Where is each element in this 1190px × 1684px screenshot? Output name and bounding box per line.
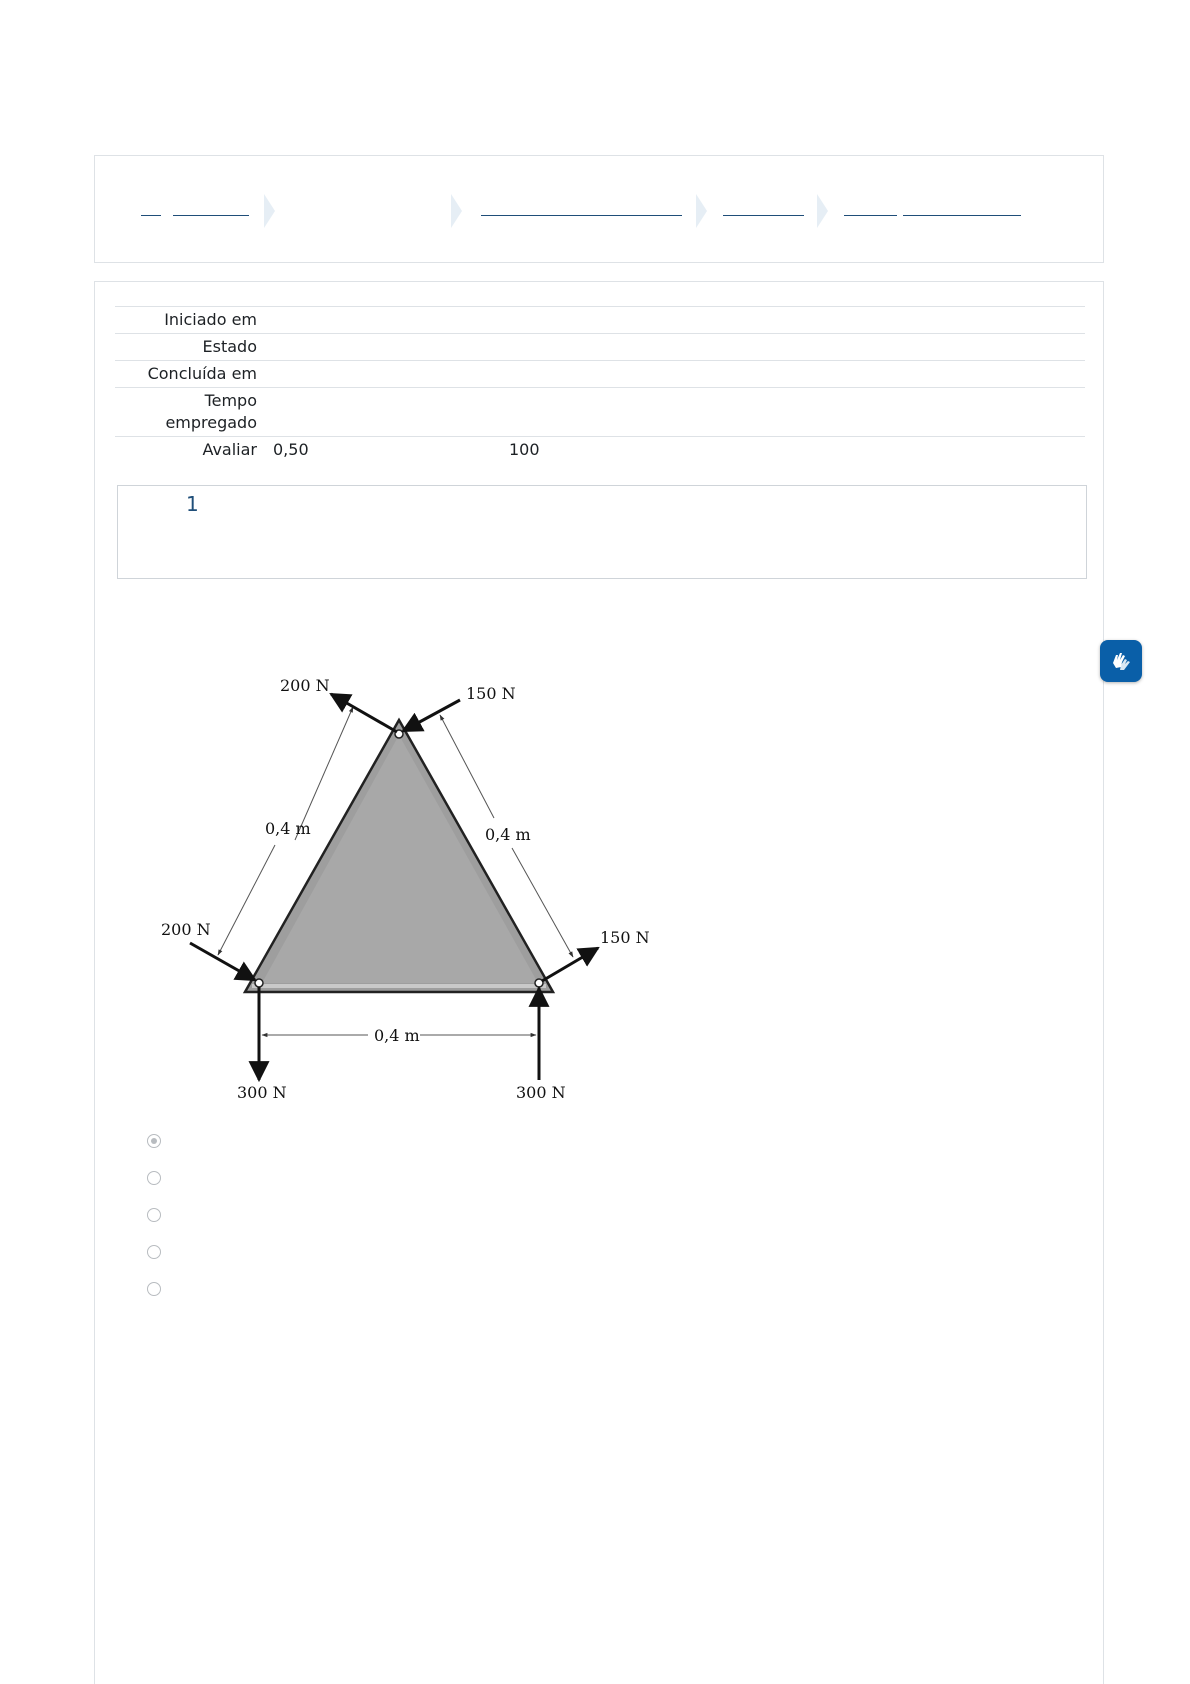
summary-row-completed bbox=[115, 361, 1085, 388]
summary-row-time-taken bbox=[115, 388, 1085, 437]
triangle-plate-face bbox=[262, 735, 538, 983]
accessibility-button[interactable] bbox=[1100, 640, 1142, 682]
hands-sign-language-icon bbox=[1107, 647, 1135, 675]
force-label: 300 N bbox=[237, 1083, 287, 1102]
breadcrumb-separator-icon bbox=[264, 194, 275, 228]
force-arrow bbox=[190, 943, 255, 980]
force-label: 300 N bbox=[516, 1083, 566, 1102]
summary-label: Tempo empregado bbox=[115, 388, 267, 437]
summary-label: Estado bbox=[115, 334, 267, 361]
answer-radio-a[interactable] bbox=[147, 1134, 161, 1148]
summary-extra: 100 bbox=[509, 437, 1085, 464]
force-arrow bbox=[331, 694, 397, 732]
summary-extra bbox=[509, 307, 1085, 334]
force-diagram bbox=[140, 650, 660, 1110]
breadcrumb-separator-icon bbox=[696, 194, 707, 228]
breadcrumb-link-4[interactable] bbox=[844, 215, 897, 216]
breadcrumb-separator-icon bbox=[817, 194, 828, 228]
summary-value: 0,50 bbox=[267, 437, 509, 464]
breadcrumb-link-5[interactable] bbox=[903, 215, 1021, 216]
summary-value bbox=[267, 388, 509, 437]
answer-radio-e[interactable] bbox=[147, 1282, 161, 1296]
dimension-line bbox=[218, 845, 275, 955]
force-label: 200 N bbox=[161, 920, 211, 939]
breadcrumb bbox=[94, 155, 1104, 263]
summary-value bbox=[267, 334, 509, 361]
breadcrumb-link-2[interactable] bbox=[481, 215, 682, 216]
force-label: 150 N bbox=[600, 928, 650, 947]
length-label: 0,4 m bbox=[265, 819, 311, 838]
summary-label: Avaliar bbox=[115, 437, 267, 464]
question-info-box bbox=[117, 485, 1087, 579]
dimension-line bbox=[440, 715, 494, 818]
summary-row-started bbox=[115, 307, 1085, 334]
summary-row-state bbox=[115, 334, 1085, 361]
answer-radio-b[interactable] bbox=[147, 1171, 161, 1185]
summary-row-grade bbox=[115, 437, 1085, 464]
summary-label: Concluída em bbox=[115, 361, 267, 388]
answer-radio-c[interactable] bbox=[147, 1208, 161, 1222]
force-label: 150 N bbox=[466, 684, 516, 703]
summary-extra bbox=[509, 361, 1085, 388]
length-label: 0,4 m bbox=[485, 825, 531, 844]
summary-value bbox=[267, 361, 509, 388]
summary-label: Iniciado em bbox=[115, 307, 267, 334]
force-arrow bbox=[542, 948, 598, 981]
breadcrumb-link-1[interactable] bbox=[173, 215, 249, 216]
breadcrumb-separator-icon bbox=[451, 194, 462, 228]
summary-extra bbox=[509, 334, 1085, 361]
pin-left bbox=[255, 979, 263, 987]
summary-extra bbox=[509, 388, 1085, 437]
breadcrumb-link-home[interactable] bbox=[141, 215, 161, 216]
question-number: 1 bbox=[186, 492, 199, 516]
summary-value bbox=[267, 307, 509, 334]
length-label: 0,4 m bbox=[374, 1026, 420, 1045]
force-label: 200 N bbox=[280, 676, 330, 695]
attempt-summary-table bbox=[115, 306, 1085, 463]
breadcrumb-link-3[interactable] bbox=[723, 215, 804, 216]
force-arrow bbox=[403, 700, 460, 731]
answer-radio-d[interactable] bbox=[147, 1245, 161, 1259]
